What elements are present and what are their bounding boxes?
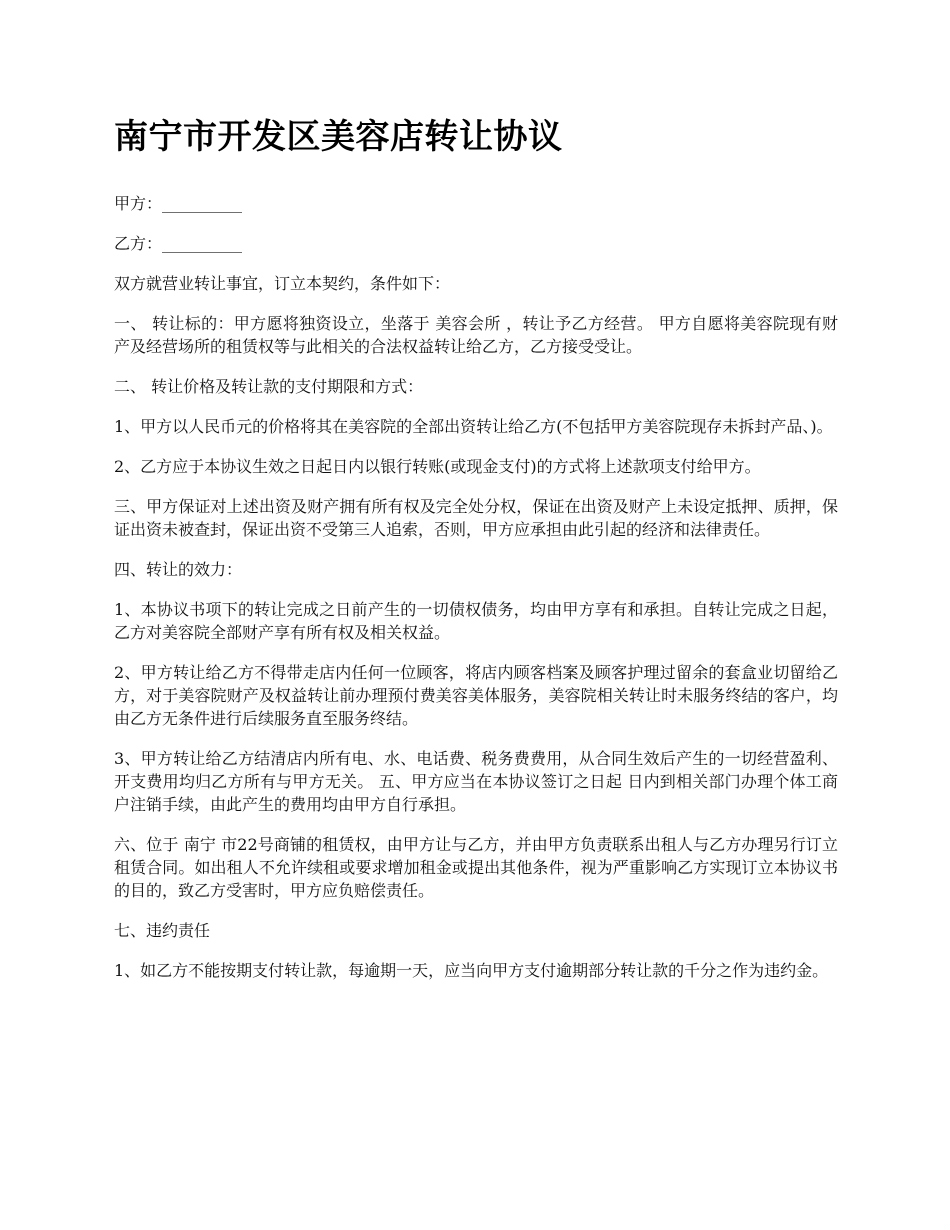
clause-7-heading: 七、违约责任 bbox=[114, 921, 211, 940]
intro-paragraph: 双方就营业转让事宜，订立本契约，条件如下： bbox=[114, 274, 451, 293]
party-b-line: 乙方：__________ bbox=[114, 234, 243, 253]
party-a-line: 甲方：__________ bbox=[114, 194, 243, 213]
clause-4-item-2: 2、甲方转让给乙方不得带走店内任何一位顾客，将店内顾客档案及顾客护理过留余的套盒业切留给乙方，对于美容院财产及权益转让前办理预付费美容美体服务，美容院相关转让时未服务终结的客户，均由乙方无条件进行后续服务直至服务终结。 bbox=[114, 663, 838, 728]
clause-7-item-1: 1、如乙方不能按期支付转让款，每逾期一天，应当向甲方支付逾期部分转让款的千分之作为违约金。 bbox=[114, 961, 829, 980]
clause-6-lease: 六、位于 南宁 市22号商铺的租赁权，由甲方让与乙方，并由甲方负责联系出租人与乙方办理另行订立租赁合同。如出租人不允许续租或要求增加租金或提出其他条件，视为严重影响乙方实现订立本协议书的目的，致乙方受害时，甲方应负赔偿责任。 bbox=[114, 835, 838, 900]
clause-2-item-1: 1、甲方以人民币元的价格将其在美容院的全部出资转让给乙方(不包括甲方美容院现存未拆封产品、)。 bbox=[114, 417, 833, 436]
clause-2-item-2: 2、乙方应于本协议生效之日起日内以银行转账(或现金支付)的方式将上述款项支付给甲方。 bbox=[114, 457, 761, 476]
clause-4-item-1: 1、本协议书项下的转让完成之日前产生的一切债权债务，均由甲方享有和承担。自转让完成之日起，乙方对美容院全部财产享有所有权及相关权益。 bbox=[114, 600, 838, 642]
clause-2-heading: 二、 转让价格及转让款的支付期限和方式： bbox=[114, 377, 424, 396]
clause-4-heading: 四、转让的效力： bbox=[114, 560, 243, 579]
clause-1-transfer-subject: 一、 转让标的：甲方愿将独资设立，坐落于 美容会所 ，转让予乙方经营。 甲方自愿将美容院现有财产及经营场所的租赁权等与此相关的合法权益转让给乙方，乙方接受受让。 bbox=[114, 314, 838, 356]
clause-4-item-3: 3、甲方转让给乙方结清店内所有电、水、电话费、税务费费用，从合同生效后产生的一切经营盈利、开支费用均归乙方所有与甲方无关。 五、甲方应当在本协议签订之日起 日内到相关部门办理个体工商户注销手续，由此产生的费用均由甲方自行承担。 bbox=[114, 749, 838, 814]
clause-3-warranty: 三、甲方保证对上述出资及财产拥有所有权及完全处分权，保证在出资及财产上未设定抵押、质押，保证出资未被查封，保证出资不受第三人追索，否则，甲方应承担由此引起的经济和法律责任。 bbox=[114, 497, 838, 539]
document-title: 南宁市开发区美容店转让协议 bbox=[114, 117, 563, 157]
